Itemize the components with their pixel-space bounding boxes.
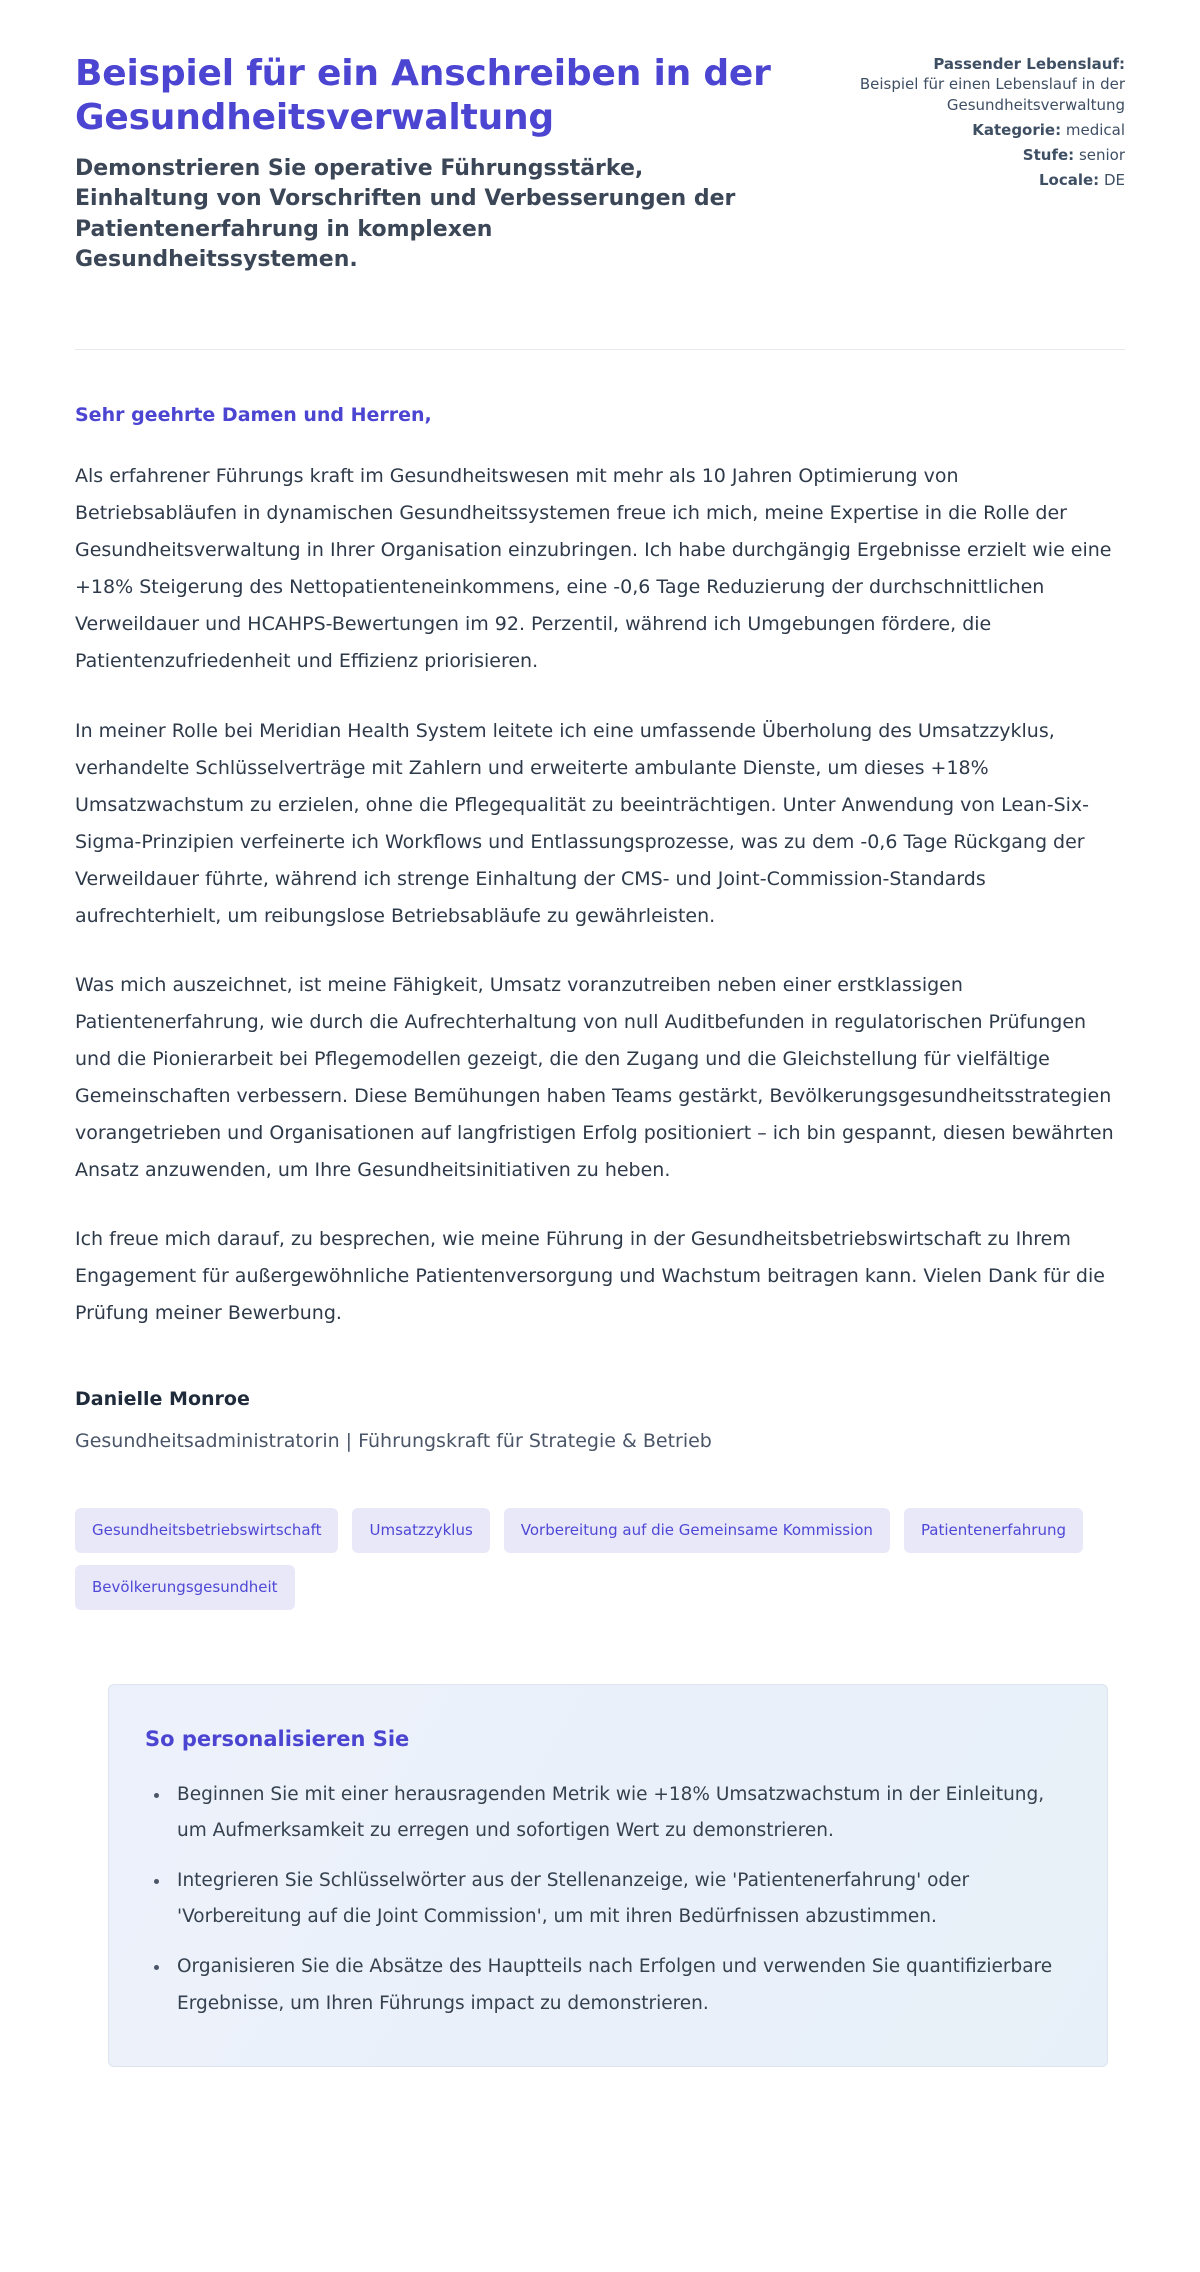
meta-resume-value: Beispiel für einen Lebenslauf in der Gesundheitsverwaltung (859, 75, 1125, 114)
meta-locale-label: Locale: (1038, 171, 1100, 190)
meta-category-value: medical (1065, 120, 1125, 139)
keyword-tag: Vorbereitung auf die Gemeinsame Kommission (504, 1508, 890, 1553)
letter-paragraph: Als erfahrener Führungs kraft im Gesundheitswesen mit mehr als 10 Jahren Optimierung von Betriebsabläufen in dynamischen Gesundheitssystemen freue ich mich, meine Expertise in die Rolle der Gesundheitsverwaltung in Ihrer Organisation einzubringen. Ich habe durchgängig Ergebnisse erzielt wie eine +18% Steigerung des Nettopatienteneinkommens, eine -0,6 Tage Reduzierung der durchschnittlichen Verweildauer und HCAHPS-Bewertungen im 92. Perzentil, während ich Umgebungen fördere, die Patientenzufriedenheit und Effizienz priorisieren. (75, 465, 1112, 673)
meta-resume (857, 54, 1125, 115)
meta-category-label: Kategorie: (972, 120, 1062, 139)
header-divider (75, 349, 1125, 350)
keyword-tag: Umsatzzyklus (352, 1508, 489, 1553)
personalization-tip: • Beginnen Sie mit einer herausragenden Metrik wie +18% Umsatzwachstum in der Einleitung, um Aufmerksamkeit zu erregen und sofortigen Wert zu demonstrieren. (171, 1777, 1069, 1849)
personalization-box (108, 1684, 1108, 2066)
keyword-tag: Bevölkerungsgesundheit (75, 1565, 295, 1610)
letter-greeting: Sehr geehrte Damen und Herren, (75, 404, 432, 427)
personalization-title: So personalisieren Sie (145, 1727, 410, 1752)
page-subtitle: Demonstrieren Sie operative Führungsstärke, Einhaltung von Vorschriften und Verbesserungen der Patientenerfahrung in komplexen Gesundheitssystemen. (75, 155, 736, 272)
page-title: Beispiel für ein Anschreiben in der Gesundheitsverwaltung (75, 53, 771, 138)
letter-paragraph: Was mich auszeichnet, ist meine Fähigkeit, Umsatz voranzutreiben neben einer erstklassigen Patientenerfahrung, wie durch die Aufrechterhaltung von null Auditbefunden in regulatorischen Prüfungen und die Pionierarbeit bei Pflegemodellen gezeigt, die den Zugang und die Gleichstellung für vielfältige Gemeinschaften verbessern. Diese Bemühungen haben Teams gestärkt, Bevölkerungsgesundheitsstrategien vorangetrieben und Organisationen auf langfristigen Erfolg positioniert – ich bin gespannt, diesen bewährten Ansatz anzuwenden, um Ihre Gesundheitsinitiativen zu heben. (75, 973, 1114, 1182)
keyword-tags (75, 1508, 1125, 1610)
keyword-tag: Patientenerfahrung (904, 1508, 1083, 1553)
personalization-tips (145, 1777, 1069, 2021)
meta-level-label: Stufe: (1022, 146, 1075, 164)
meta-panel (857, 52, 1125, 191)
personalization-tip: • Organisieren Sie die Absätze des Hauptteils nach Erfolgen und verwenden Sie quantifizierbare Ergebnisse, um Ihren Führungs impact zu demonstrieren. (171, 1949, 1069, 2021)
cover-letter (75, 404, 1125, 1610)
personalization-tip: • Integrieren Sie Schlüsselwörter aus der Stellenanzeige, wie 'Patientenerfahrung' oder 'Vorbereitung auf die Joint Commission', um mit ihren Bedürfnissen abzustimmen. (171, 1863, 1069, 1935)
keyword-tag: Gesundheitsbetriebswirtschaft (75, 1508, 338, 1553)
meta-row-category (857, 120, 1125, 140)
letter-paragraph: In meiner Rolle bei Meridian Health System leitete ich eine umfassende Überholung des Umsatzzyklus, verhandelte Schlüsselverträge mit Zahlern und erweiterte ambulante Dienste, um dieses +18% Umsatzwachstum zu erzielen, ohne die Pflegequalität zu beeinträchtigen. Unter Anwendung von Lean-Six-Sigma-Prinzipien verfeinerte ich Workflows und Entlassungsprozesse, was zu dem -0,6 Tage Rückgang der Verweildauer führte, während ich strenge Einhaltung der CMS- und Joint-Commission-Standards aufrechterhielt, um reibungslose Betriebsabläufe zu gewährleisten. (75, 719, 1090, 927)
signature-role: Gesundheitsadministratorin | Führungskraft für Strategie & Betrieb (75, 1430, 712, 1453)
header-title-block (75, 52, 775, 275)
meta-row-locale (857, 170, 1125, 190)
meta-row-level (857, 145, 1125, 165)
page-header (75, 52, 1125, 275)
meta-locale-value: DE (1103, 171, 1125, 190)
letter-paragraph: Ich freue mich darauf, zu besprechen, wie meine Führung in der Gesundheitsbetriebswirtschaft zu Ihrem Engagement für außergewöhnliche Patientenversorgung und Wachstum beitragen kann. Vielen Dank für die Prüfung meiner Bewerbung. (75, 1228, 1105, 1325)
meta-level-value: senior (1078, 146, 1125, 164)
signature-name: Danielle Monroe (75, 1388, 250, 1411)
meta-resume-label: Passender Lebenslauf: (933, 55, 1125, 73)
